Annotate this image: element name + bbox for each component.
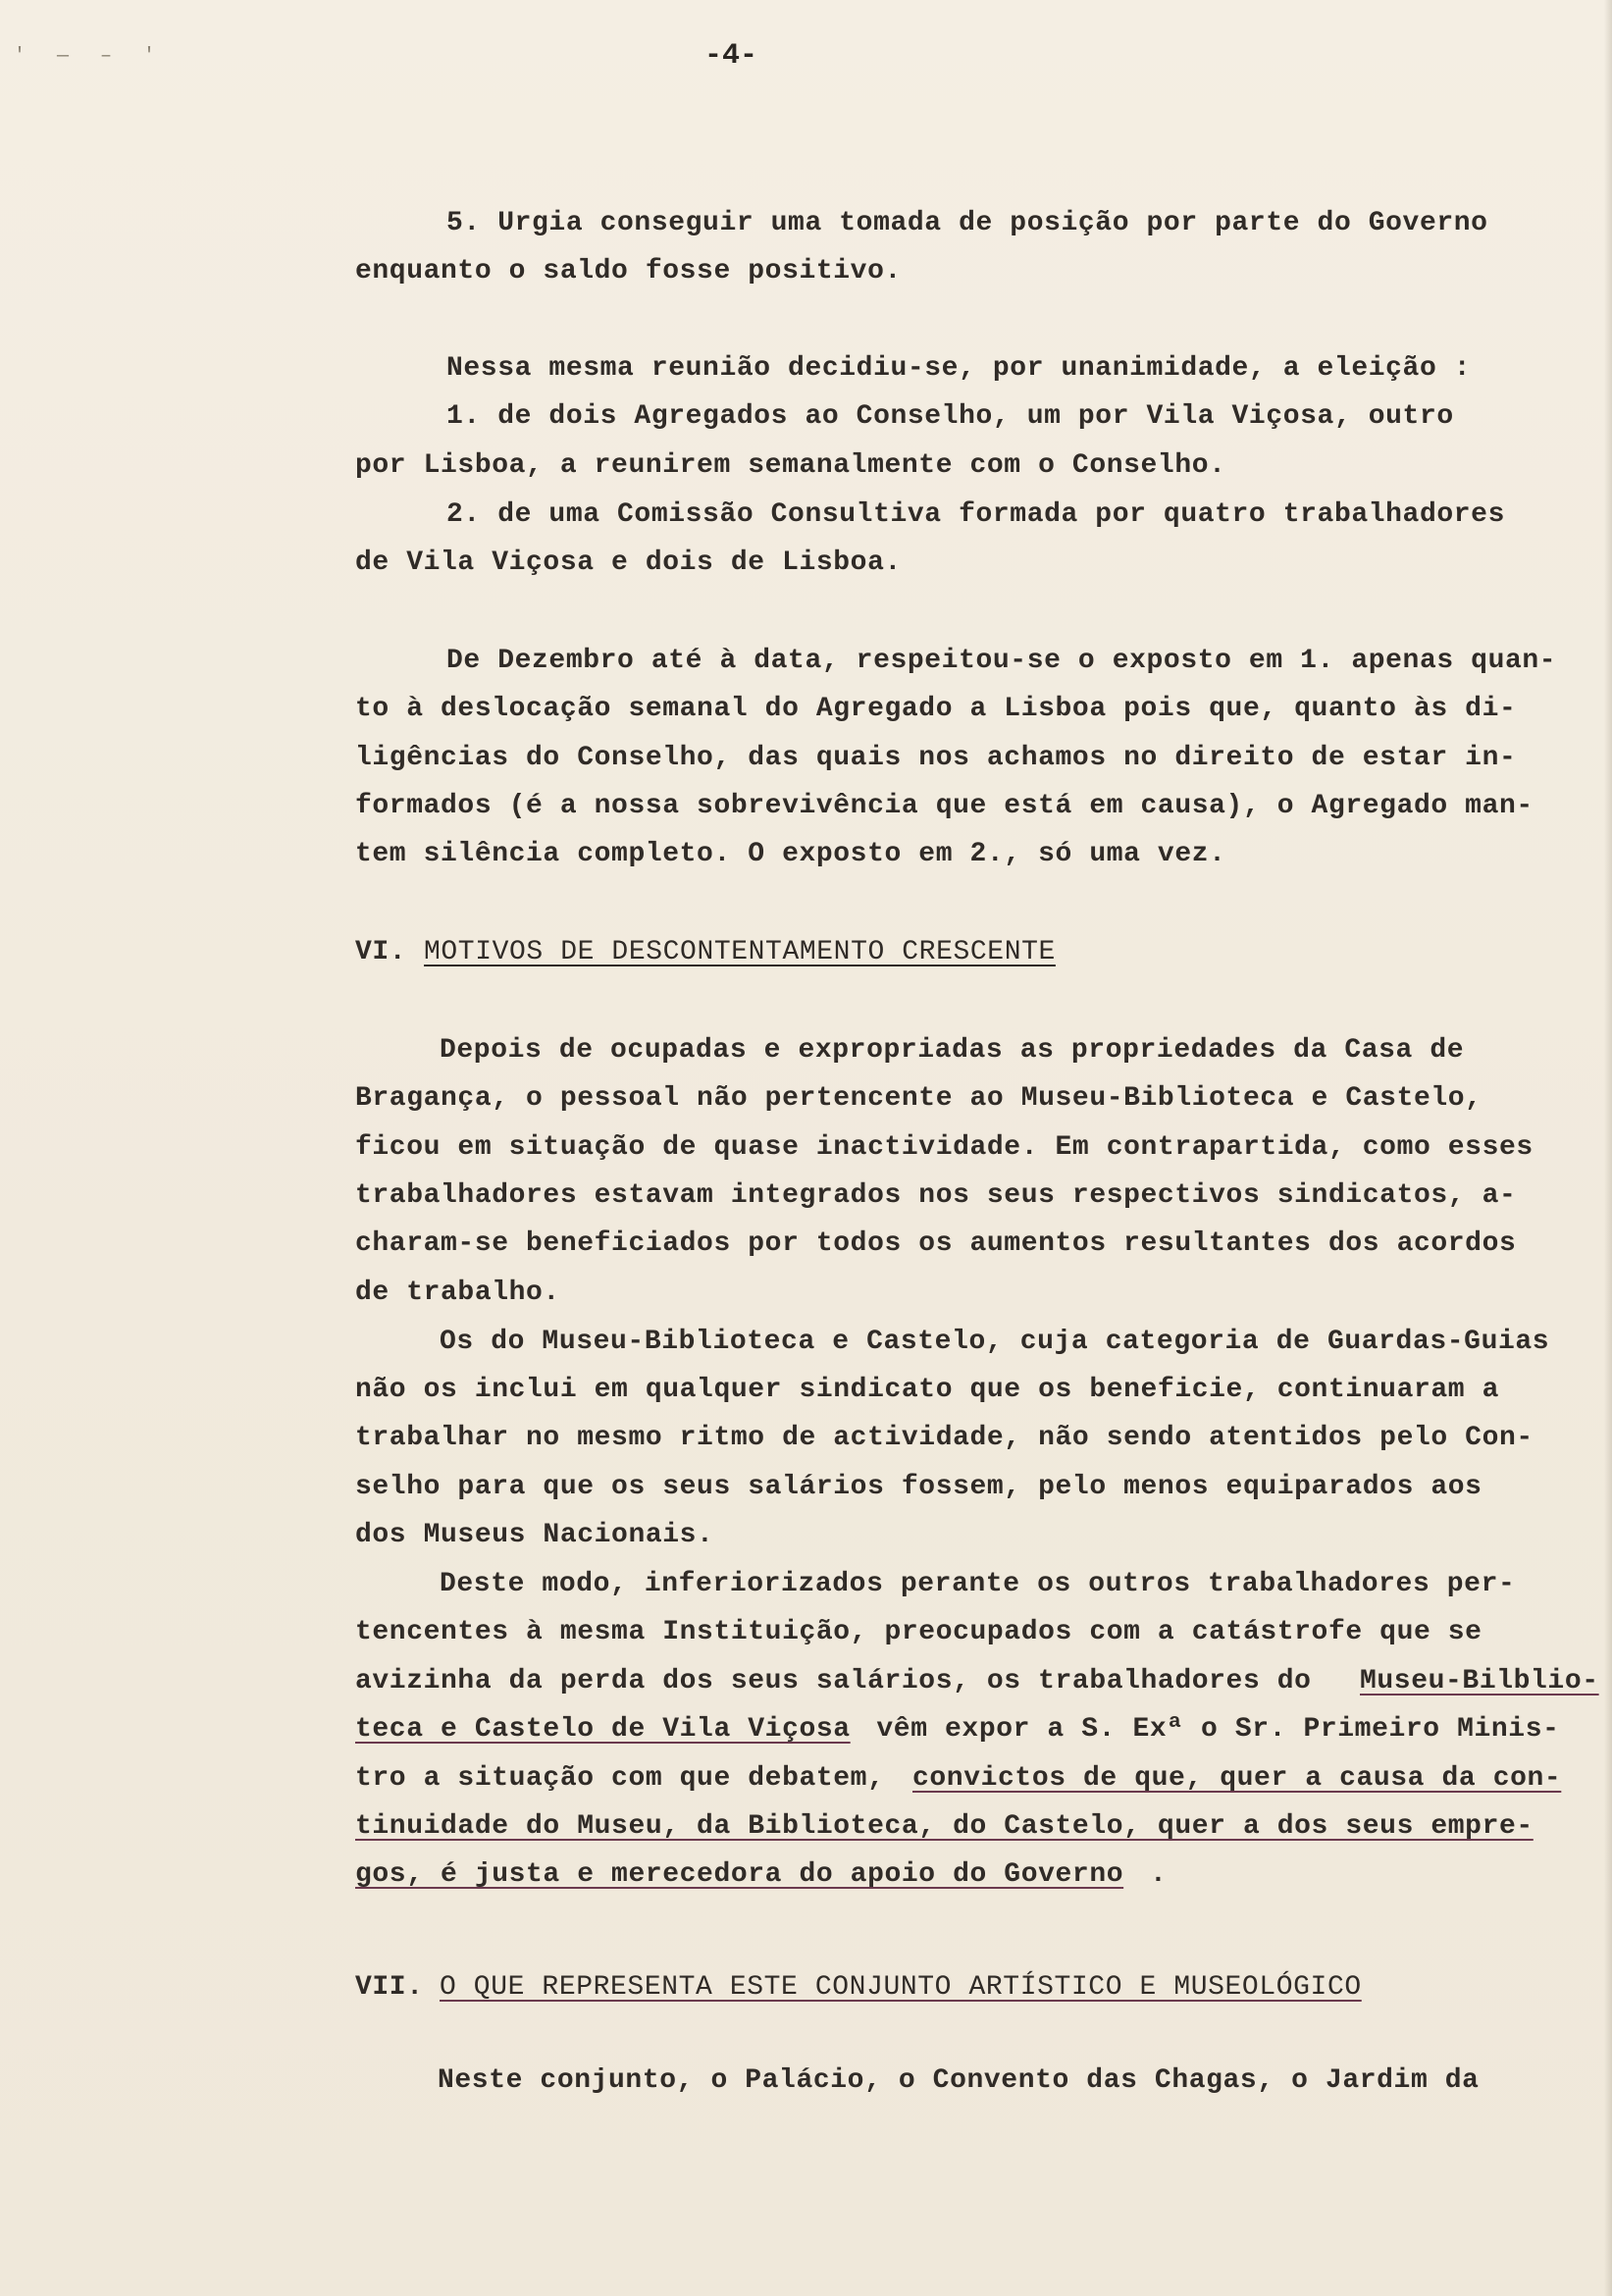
text-line: tencentes à mesma Instituição, preocupados com a catástrofe que se	[355, 1617, 1482, 1647]
text-line: 1. de dois Agregados ao Conselho, um por Vila Viçosa, outro	[446, 401, 1454, 432]
text-line: de Vila Viçosa e dois de Lisboa.	[355, 548, 902, 578]
section-heading: O QUE REPRESENTA ESTE CONJUNTO ARTÍSTICO E MUSEOLÓGICO	[440, 1972, 1362, 2003]
text-line: De Dezembro até à data, respeitou-se o exposto em 1. apenas quan-	[446, 646, 1557, 676]
underlined-phrase: tinuidade do Museu, da Biblioteca, do Castelo, quer a dos seus empre-	[355, 1811, 1534, 1842]
text-line: dos Museus Nacionais.	[355, 1520, 714, 1550]
text-line: ligências do Conselho, das quais nos achamos no direito de estar in-	[355, 743, 1517, 773]
paper-edge	[1604, 0, 1612, 2296]
text-line: ficou em situação de quase inactividade. Em contrapartida, como esses	[355, 1132, 1534, 1163]
text-line: Os do Museu-Biblioteca e Castelo, cuja categoria de Guardas-Guias	[440, 1327, 1550, 1357]
text-line: avizinha da perda dos seus salários, os trabalhadores do	[355, 1666, 1328, 1696]
section-heading: MOTIVOS DE DESCONTENTAMENTO CRESCENTE	[424, 937, 1056, 967]
page-number: -4-	[704, 39, 758, 73]
corner-punch-marks: ' — – '	[14, 45, 166, 68]
text-line: Bragança, o pessoal não pertencente ao Museu-Biblioteca e Castelo,	[355, 1083, 1482, 1114]
text-line: enquanto o saldo fosse positivo.	[355, 256, 902, 287]
text-line: tro a situação com que debatem,	[355, 1763, 902, 1794]
underlined-phrase: teca e Castelo de Vila Viçosa	[355, 1714, 851, 1745]
text-line: de trabalho.	[355, 1278, 560, 1308]
text-line: formados (é a nossa sobrevivência que está em causa), o Agregado man-	[355, 791, 1534, 821]
text-line: tem silência completo. O exposto em 2., só uma vez.	[355, 839, 1226, 869]
text-line: Neste conjunto, o Palácio, o Convento das Chagas, o Jardim da	[438, 2065, 1480, 2096]
text-line: 2. de uma Comissão Consultiva formada por quatro trabalhadores	[446, 499, 1505, 530]
text-line: to à deslocação semanal do Agregado a Lisboa pois que, quanto às di-	[355, 694, 1517, 724]
underlined-phrase: gos, é justa e merecedora do apoio do Governo	[355, 1859, 1124, 1890]
underlined-phrase: Museu-Bilblio-	[1360, 1666, 1599, 1696]
text-line: trabalhadores estavam integrados nos seus respectivos sindicatos, a-	[355, 1180, 1517, 1211]
text-line: selho para que os seus salários fossem, pelo menos equiparados aos	[355, 1472, 1482, 1502]
text-line: Deste modo, inferiorizados perante os outros trabalhadores per-	[440, 1569, 1516, 1599]
text-line: charam-se beneficiados por todos os aumentos resultantes dos acordos	[355, 1228, 1517, 1259]
text-line: .	[1150, 1859, 1168, 1890]
text-line: vêm expor a S. Exª o Sr. Primeiro Minis-	[859, 1714, 1560, 1745]
text-line: Depois de ocupadas e expropriadas as propriedades da Casa de	[440, 1035, 1465, 1066]
section-number: VII.	[355, 1972, 424, 2003]
text-line: 5. Urgia conseguir uma tomada de posição por parte do Governo	[446, 208, 1488, 238]
section-number: VI.	[355, 937, 407, 967]
underlined-phrase: convictos de que, quer a causa da con-	[912, 1763, 1562, 1794]
text-line: por Lisboa, a reunirem semanalmente com o Conselho.	[355, 450, 1226, 481]
text-line: trabalhar no mesmo ritmo de actividade, não sendo atentidos pelo Con-	[355, 1423, 1534, 1453]
text-line: não os inclui em qualquer sindicato que os beneficie, continuaram a	[355, 1375, 1499, 1405]
text-line: Nessa mesma reunião decidiu-se, por unanimidade, a eleição :	[446, 353, 1472, 384]
